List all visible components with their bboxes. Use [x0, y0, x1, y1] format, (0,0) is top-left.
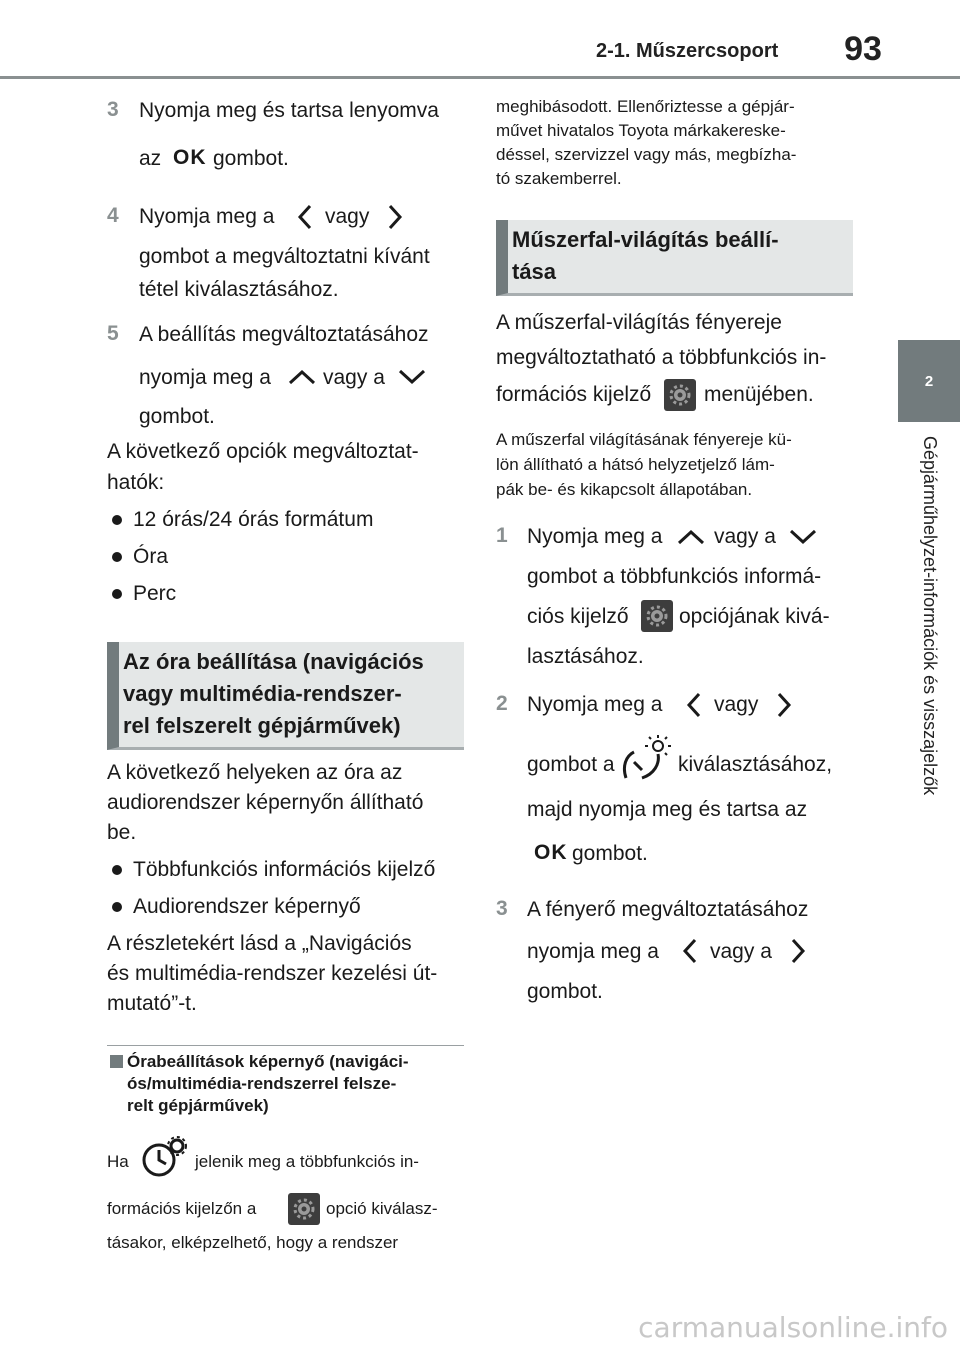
gear-icon: [288, 1193, 320, 1225]
chapter-label: Gépjárműhelyzet-információk és visszajelzők: [920, 436, 940, 796]
body-text: művet hivatalos Toyota márkakereske-: [496, 121, 786, 140]
step-text: gombot.: [139, 405, 215, 428]
body-text: audiorendszer képernyőn állítható: [107, 791, 424, 814]
step-text: vagy a: [714, 525, 776, 548]
step-number: 5: [107, 322, 119, 345]
step-text: gombot a megváltoztatni kívánt: [139, 245, 430, 268]
bullet: [112, 515, 122, 525]
body-text: és multimédia-rendszer kezelési út-: [107, 962, 438, 985]
list-item: Perc: [133, 582, 177, 605]
body-text: hatók:: [107, 471, 165, 494]
subsection-title: Órabeállítások képernyő (navigáci-: [127, 1052, 409, 1071]
section-heading-line: vagy multimédia-rendszer-: [123, 681, 402, 706]
chevron-up-icon: [676, 528, 706, 546]
body-text: tásakor, elképzelhető, hogy a rendszer: [107, 1233, 399, 1252]
step-number: 3: [496, 897, 508, 920]
bullet: [112, 589, 122, 599]
step-text: Nyomja meg és tartsa lenyomva: [139, 99, 439, 122]
header-title: 2-1. Műszercsoport: [596, 40, 779, 62]
section-heading-line: rel felszerelt gépjárművek): [123, 713, 401, 738]
step-text: ciós kijelző: [527, 605, 629, 628]
step-text: opciójának kivá-: [679, 605, 830, 628]
step-text: gombot a többfunkciós informá-: [527, 565, 822, 588]
step-text: nyomja meg a: [139, 366, 271, 389]
clock-settings-icon: [139, 1136, 189, 1178]
body-text: megváltoztatható a többfunkciós in-: [496, 346, 827, 369]
body-text: tó szakemberrel.: [496, 169, 622, 188]
step-text: az: [139, 147, 162, 170]
step-text: vagy a: [710, 940, 772, 963]
section-heading-line: Az óra beállítása (navigációs: [123, 649, 424, 674]
step-text: vagy: [325, 205, 370, 228]
list-item: 12 órás/24 órás formátum: [133, 508, 374, 531]
note-text: lön állítható a hátsó helyzetjelző lám-: [496, 455, 775, 474]
gear-icon: [664, 379, 696, 411]
subsection-rule: [107, 1045, 464, 1046]
body-text: opció kiválasz-: [326, 1199, 438, 1218]
body-text: be.: [107, 821, 137, 844]
step-number: 3: [107, 98, 119, 121]
step-text: A fényerő megváltoztatásához: [527, 898, 809, 921]
body-text: A következő helyeken az óra az: [107, 761, 403, 784]
chevron-left-icon: [682, 938, 698, 964]
body-text: mutató”-t.: [107, 992, 197, 1015]
chevron-left-icon: [297, 204, 313, 230]
section-heading: [107, 642, 464, 750]
note-text: A műszerfal világításának fényereje kü-: [496, 430, 792, 449]
body-text: meghibásodott. Ellenőriztesse a gépjár-: [496, 97, 795, 116]
subsection-title: ós/multimédia-rendszerrel felsze-: [127, 1074, 397, 1093]
note-text: pák be- és kikapcsolt állapotában.: [496, 480, 753, 499]
body-text: formációs kijelző: [496, 383, 652, 406]
chevron-down-icon: [397, 368, 427, 386]
step-text: majd nyomja meg és tartsa az: [527, 798, 808, 821]
list-item: Óra: [133, 545, 169, 568]
section-heading: [496, 220, 853, 296]
body-text: déssel, szervizzel vagy más, megbízha-: [496, 145, 797, 164]
ok-icon: OK: [534, 841, 568, 864]
bullet: [112, 865, 122, 875]
step-text: gombot.: [527, 980, 603, 1003]
step-text: gombot.: [572, 842, 648, 865]
step-text: gombot a: [527, 753, 615, 776]
body-text: A következő opciók megváltoztat-: [107, 440, 419, 463]
bullet: [112, 552, 122, 562]
chevron-up-icon: [287, 368, 317, 386]
chapter-tab: 2: [898, 340, 960, 422]
list-item: Audiorendszer képernyő: [133, 895, 361, 918]
chevron-right-icon: [790, 938, 806, 964]
chevron-left-icon: [686, 692, 702, 718]
body-text: Ha: [107, 1152, 129, 1171]
body-text: menüjében.: [704, 383, 814, 406]
step-text: kiválasztásához,: [678, 753, 833, 776]
step-text: Nyomja meg a: [527, 525, 663, 548]
step-number: 1: [496, 524, 508, 547]
chevron-right-icon: [387, 204, 403, 230]
section-heading-line: tása: [512, 259, 557, 284]
page-number: 93: [844, 30, 882, 68]
list-item: Többfunkciós információs kijelző: [133, 858, 436, 881]
step-number: 4: [107, 204, 119, 227]
chevron-down-icon: [788, 528, 818, 546]
gear-icon: [641, 600, 673, 632]
step-text: gombot.: [213, 147, 289, 170]
subsection-marker: [110, 1055, 123, 1068]
subsection-title: relt gépjárművek): [127, 1096, 269, 1115]
body-text: A részletekért lásd a „Navigációs: [107, 932, 412, 955]
bullet: [112, 902, 122, 912]
step-text: vagy: [714, 693, 759, 716]
body-text: A műszerfal-világítás fényereje: [496, 311, 782, 334]
step-text: lasztásához.: [527, 645, 644, 668]
step-text: nyomja meg a: [527, 940, 659, 963]
chevron-right-icon: [776, 692, 792, 718]
step-text: vagy a: [323, 366, 385, 389]
section-heading-line: Műszerfal-világítás beállí-: [512, 227, 779, 252]
body-text: formációs kijelzőn a: [107, 1199, 257, 1218]
watermark: carmanualsonline.info: [638, 1311, 948, 1344]
step-number: 2: [496, 692, 508, 715]
brightness-icon: [620, 734, 672, 782]
ok-icon: OK: [173, 146, 207, 169]
step-text: Nyomja meg a: [527, 693, 663, 716]
step-text: A beállítás megváltoztatásához: [139, 323, 429, 346]
header-rule: [0, 76, 960, 79]
step-text: Nyomja meg a: [139, 205, 275, 228]
step-text: tétel kiválasztásához.: [139, 278, 339, 301]
body-text: jelenik meg a többfunkciós in-: [195, 1152, 419, 1171]
